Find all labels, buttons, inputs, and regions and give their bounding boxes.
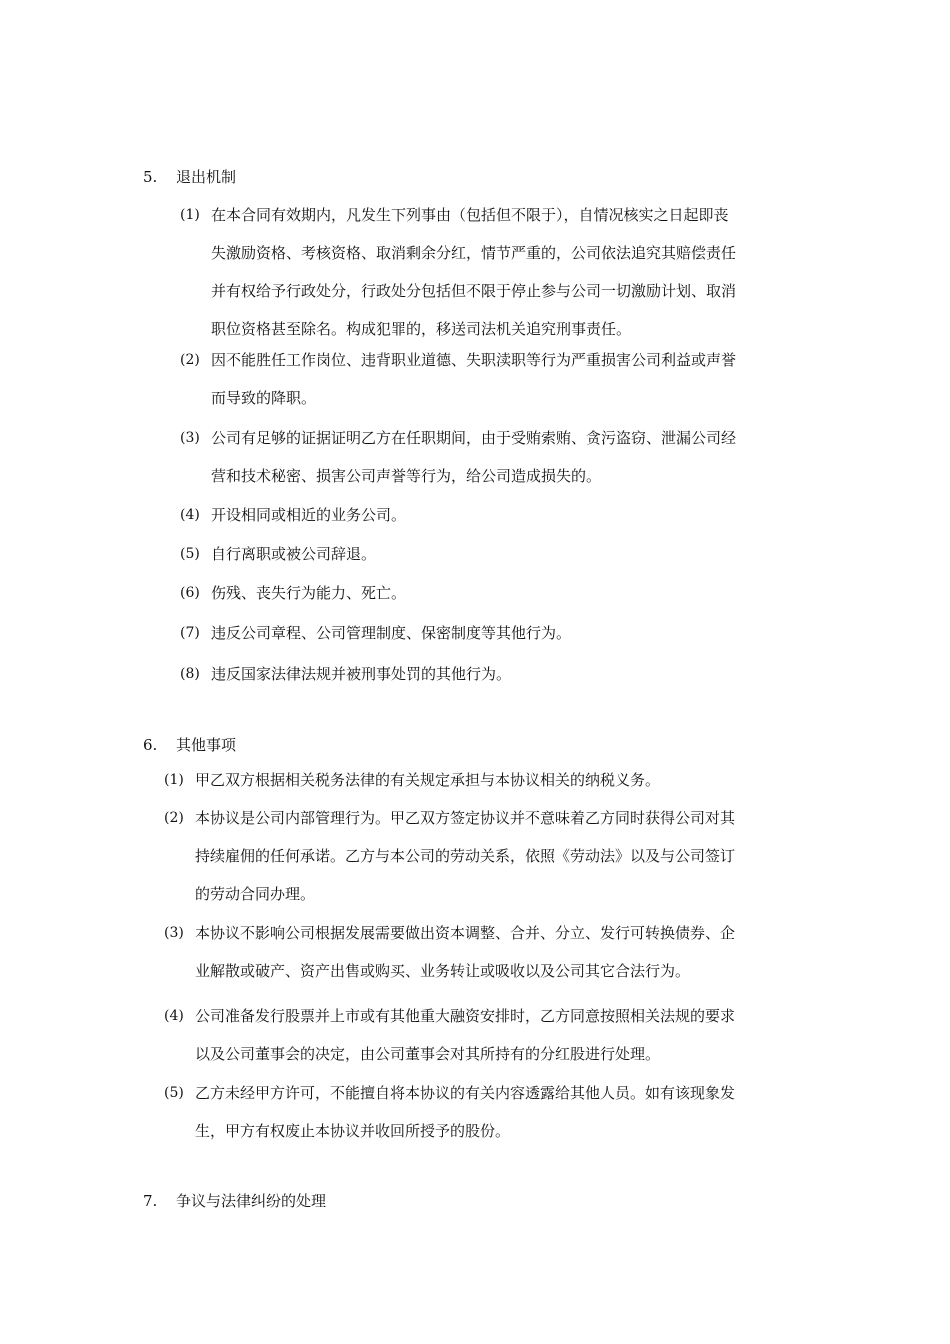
item-text	[195, 1074, 798, 1150]
section-title: 退出机制	[176, 168, 237, 186]
item-text	[211, 419, 794, 495]
text-line: 乙方未经甲方许可，不能擅自将本协议的有关内容透露给其他人员。如有该现象发	[195, 1084, 736, 1102]
item-text	[211, 341, 794, 417]
text-line: 开设相同或相近的业务公司。	[211, 506, 407, 524]
item-number: (2)	[164, 810, 184, 826]
text-line: 本协议不影响公司根据发展需要做出资本调整、合并、分立、发行可转换债券、企	[195, 924, 736, 942]
text-line: 营和技术秘密、损害公司声誉等行为，给公司造成损失的。	[211, 467, 602, 485]
text-line: 公司准备发行股票并上市或有其他重大融资安排时，乙方同意按照相关法规的要求	[195, 1007, 736, 1025]
text-line: 失激励资格、考核资格、取消剩余分红，情节严重的，公司依法追究其赔偿责任	[211, 244, 737, 262]
text-line: 本协议是公司内部管理行为。甲乙双方签定协议并不意味着乙方同时获得公司对其	[195, 809, 736, 827]
text-line: 的劳动合同办理。	[195, 885, 316, 903]
text-line: 持续雇佣的任何承诺。乙方与本公司的劳动关系，依照《劳动法》以及与公司签订	[195, 847, 736, 865]
item-text	[211, 535, 794, 573]
text-line: 生，甲方有权废止本协议并收回所授予的股份。	[195, 1122, 511, 1140]
text-line: 职位资格甚至除名。构成犯罪的，移送司法机关追究刑事责任。	[211, 320, 632, 338]
section-number: 5.	[143, 168, 158, 186]
item-text	[211, 496, 794, 534]
text-line: 公司有足够的证据证明乙方在任职期间，由于受贿索贿、贪污盗窃、泄漏公司经	[211, 429, 737, 447]
item-number: (5)	[164, 1085, 184, 1101]
item-text	[211, 655, 794, 693]
item-number: (1)	[164, 772, 184, 788]
item-text	[195, 997, 798, 1073]
text-line: 以及公司董事会的决定，由公司董事会对其所持有的分红股进行处理。	[195, 1045, 661, 1063]
text-line: 甲乙双方根据相关税务法律的有关规定承担与本协议相关的纳税义务。	[195, 771, 661, 789]
text-line: 伤残、丧失行为能力、死亡。	[211, 584, 407, 602]
item-number: (8)	[180, 666, 200, 682]
item-text	[195, 914, 798, 990]
item-text	[195, 799, 798, 913]
text-line: 自行离职或被公司辞退。	[211, 545, 377, 563]
section-number: 7.	[143, 1192, 158, 1210]
text-line: 违反公司章程、公司管理制度、保密制度等其他行为。	[211, 624, 572, 642]
item-number: (5)	[180, 546, 200, 562]
item-text	[211, 574, 794, 612]
section-number: 6.	[143, 736, 158, 754]
item-number: (7)	[180, 625, 200, 641]
text-line: 业解散或破产、资产出售或购买、业务转让或吸收以及公司其它合法行为。	[195, 962, 691, 980]
item-text	[211, 196, 794, 348]
item-text	[211, 614, 794, 652]
section-title: 争议与法律纠纷的处理	[176, 1192, 327, 1210]
item-number: (4)	[164, 1008, 184, 1024]
item-number: (4)	[180, 507, 200, 523]
item-number: (6)	[180, 585, 200, 601]
text-line: 而导致的降职。	[211, 389, 317, 407]
item-number: (3)	[180, 430, 200, 446]
text-line: 在本合同有效期内，凡发生下列事由（包括但不限于），自情况核实之日起即丧	[211, 206, 729, 224]
text-line: 因不能胜任工作岗位、违背职业道德、失职渎职等行为严重损害公司利益或声誉	[211, 351, 737, 369]
section-title: 其他事项	[176, 736, 237, 754]
text-line: 违反国家法律法规并被刑事处罚的其他行为。	[211, 665, 512, 683]
item-number: (3)	[164, 925, 184, 941]
text-line: 并有权给予行政处分，行政处分包括但不限于停止参与公司一切激励计划、取消	[211, 282, 737, 300]
item-number: (2)	[180, 352, 200, 368]
item-number: (1)	[180, 207, 200, 223]
item-text	[195, 761, 798, 799]
